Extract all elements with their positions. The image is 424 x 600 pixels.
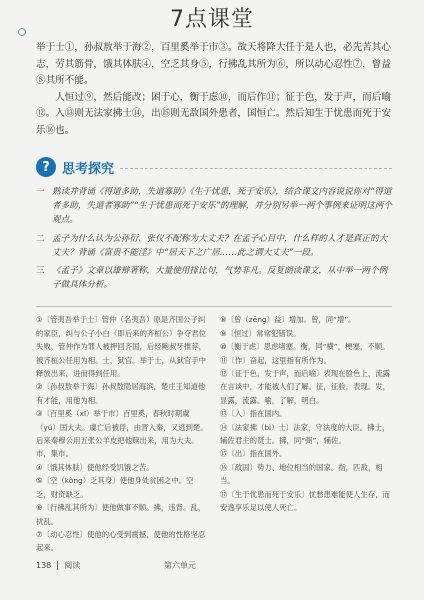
section-title: 思考探究: [62, 161, 115, 177]
page-footer: [36, 560, 80, 571]
section-header: [36, 157, 392, 177]
unit-label: 第六单元: [164, 561, 196, 570]
corner-dot-icon: [18, 28, 26, 36]
question-number: 二: [36, 233, 45, 244]
footnotes-left-column: [36, 313, 208, 554]
footnote: ⑥〔行拂乱其所为〕使他做事不顺。拂，违背。乱，扰乱。: [36, 503, 206, 526]
page-content: [36, 40, 392, 555]
footnotes-right-column: [220, 313, 392, 554]
footnote: ⑤〔空（kòng）乏其身〕使他身处贫困之中。空乏，财资缺乏。: [36, 476, 194, 499]
footer-separator: [57, 561, 58, 570]
question-number: 三: [36, 266, 45, 277]
question-item: [36, 232, 392, 260]
footnote: ⑰〔生于忧患而死于安乐〕忧愁患难能使人生存，而安逸享乐足以使人死亡。: [220, 489, 390, 513]
footnote: ④〔饿其体肤〕使他经受饥饿之苦。: [36, 462, 154, 472]
footnote: ⑧〔曾（zēng）益〕增加。曾，同“增”。: [220, 315, 356, 325]
question-item: [36, 185, 392, 228]
book-section: 阅读: [64, 561, 81, 570]
section-divider: [120, 168, 392, 169]
question-text: 孟子为什么认为公孙衍、张仪不配称为大丈夫？在孟子心目中，什么样的人才是真正的大丈夫？背诵《富贵不能淫》中“居天下之广居……此之谓大丈夫”一段。: [52, 233, 388, 258]
footnote: ①〔管夷吾举于士〕管仲（名夷吾）原是齐国公子纠的家臣，纠与公子小白（即后来的齐桓公）争夺君位失败，管仲作为罪人被押回齐国，后经鲍叔牙推荐，被齐桓公任用为相。士，狱官。举于士，从狱官手中释放出来，进而得到任用。: [36, 315, 206, 379]
footnote: ⑯〔敌国〕势力、地位相当的国家。指，匹敌，相当。: [220, 462, 383, 486]
footnote: ⑫〔征于色，发于声，而后喻〕表现在脸色上，流露在言谈中，才能被人们了解。征，征验，表现。发，显露，流露。喻，了解，明白。: [220, 369, 390, 405]
question-list: [36, 185, 392, 292]
main-text: [36, 40, 392, 139]
footnote: ⑭〔法家拂（bì）士〕法家，守法度的大臣。拂士，辅佐君主的贤士。拂，同“弼”，辅佐。: [220, 422, 390, 446]
footnotes: [36, 306, 392, 554]
footnote: ⑩〔衡于虑〕思虑堵塞。衡，同“横”，梗塞，不顺。: [220, 342, 390, 352]
footnote: ⑦〔动心忍性〕使他的心受到震撼，使他的性格坚忍起来。: [36, 529, 206, 553]
main-paragraph-1: 举于士①，孙叔敖举于海②，百里奚举于市③。故天将降大任于是人也，必先苦其心志，劳其筋骨，饿其体肤④，空乏其身⑤，行拂乱其所为⑥，所以动心忍性⑦，曾益⑧其所不能。: [36, 42, 391, 86]
question-text: 《孟子》文章以雄辩著称，大量使用排比句，气势非凡。反复朗读课文，从中举一两个例子做具体分析。: [52, 266, 388, 291]
footnote: ⑨〔恒过〕常常犯错误。: [220, 328, 301, 338]
footnote: ②〔孙叔敖举于海〕孙叔敖隐居海滨，楚庄王知道他有才能，用他为相。: [36, 382, 206, 405]
question-item: [36, 264, 392, 292]
footnote: ⑬〔入〕指在国内。: [220, 409, 287, 419]
question-text: 熟读并背诵《得道多助，失道寡助》《生于忧患，死于安乐》，结合课文内容说说你对“得道者多助，失道者寡助”“生于忧患而死于安乐”的理解，并分别另举一两个事例来证明这两个观点。: [52, 187, 392, 226]
page-number: 138: [36, 561, 52, 570]
footnote: ⑮〔出〕指在国外。: [220, 449, 287, 459]
question-icon: ?: [36, 157, 56, 177]
page-title: 7点课堂: [170, 7, 254, 32]
footnote: ③〔百里奚（xī）举于市〕百里奚，春秋时期虞（yú）国大夫。虞亡后被俘，由晋入秦，又逃到楚。后来秦穆公用五张公羊皮把他赎出来，用为大夫。市，集市。: [36, 409, 208, 459]
main-paragraph-2: 人恒过⑨，然后能改；困于心，衡于虑⑩，而后作⑪；征于色，发于声，而后喻⑫。入⑬则无法家拂士⑭，出⑮则无敌国外患者，国恒亡。然后知生于忧患而死于安乐⑯也。: [36, 91, 391, 136]
question-number: 一: [36, 187, 45, 197]
footnote: ⑪〔作〕奋起，这里指有所作为。: [220, 355, 331, 365]
